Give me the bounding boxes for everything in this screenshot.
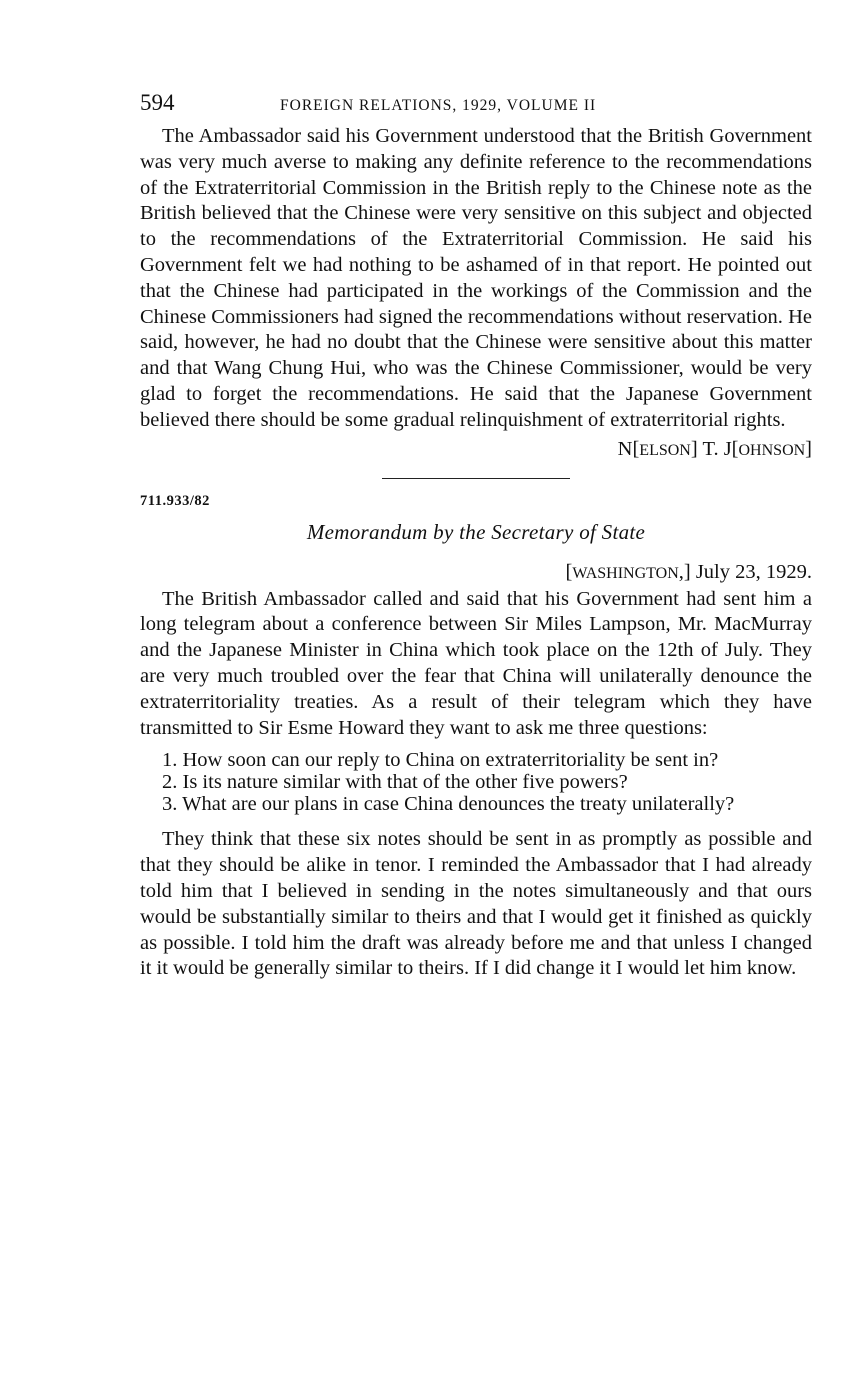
- signature-last-rest: OHNSON: [738, 441, 806, 459]
- dateline-close: ,] July 23, 1929.: [678, 560, 812, 583]
- signature-first-initial: N[: [617, 437, 640, 460]
- opening-paragraph: The Ambassador said his Government understood that the British Government was very much averse to making any definite reference to the recommendations of the Extraterritorial Commission in the British reply to the Chinese note as the British believed that the Chinese were very sensitive on this subject and objected to the recommendations of the Extraterritorial Commission. He said his Government felt we had nothing to be ashamed of in that report. He pointed out that the Chinese had participated in the workings of the Commission and the Chinese Commissioners had signed the recommendations without reservation. He said, however, he had no doubt that the Chinese were sensitive about this matter and that Wang Chung Hui, who was the Chinese Commissioner, would be very glad to forget the recommendations. He said that the Japanese Government believed there should be some gradual relinquishment of extraterritorial rights.: [140, 125, 812, 431]
- document-page: [140, 90, 812, 982]
- file-number: 711.933/82: [140, 492, 210, 509]
- memo-paragraph-1: The British Ambassador called and said that his Government had sent him a long telegram about a conference between Sir Miles Lampson, Mr. MacMurray and the Japanese Minister in China which took place on the 12th of July. They are very much troubled over the fear that China will unilaterally denounce the extraterritoriality treaties. As a result of their telegram which they have transmitted to Sir Esme Howard they want to ask me three questions:: [140, 587, 812, 739]
- question-item: 3. What are our plans in case China denounces the treaty unilaterally?: [162, 793, 735, 816]
- signature-middle: ] T. J[: [690, 437, 739, 460]
- document-title: Memorandum by the Secretary of State: [306, 519, 646, 544]
- question-item: 2. Is its nature similar with that of the other five powers?: [162, 771, 628, 794]
- section-divider: [382, 478, 570, 479]
- signature-close: ]: [805, 437, 812, 460]
- page-header: [140, 90, 812, 124]
- dateline-place: WASHINGTON: [572, 564, 679, 582]
- signature: [140, 436, 812, 464]
- signature-first-rest: ELSON: [639, 441, 691, 459]
- memo-paragraph-2: They think that these six notes should be sent in as promptly as possible and that they should be alike in tenor. I reminded the Ambassador that I had already told him that I believed in sending in the notes simultaneously and that ours would be substantially similar to theirs and that I would get it finished as quickly as possible. I told him the draft was already before me and that unless I changed it it would be generally similar to theirs. If I did change it I would let him know.: [140, 828, 812, 980]
- dateline: [140, 559, 812, 587]
- running-head: FOREIGN RELATIONS, 1929, VOLUME II: [280, 97, 597, 114]
- page-number: 594: [140, 90, 175, 115]
- dateline-open: [: [565, 560, 573, 583]
- question-item: 1. How soon can our reply to China on extraterritoriality be sent in?: [162, 749, 719, 772]
- question-list: [140, 749, 812, 815]
